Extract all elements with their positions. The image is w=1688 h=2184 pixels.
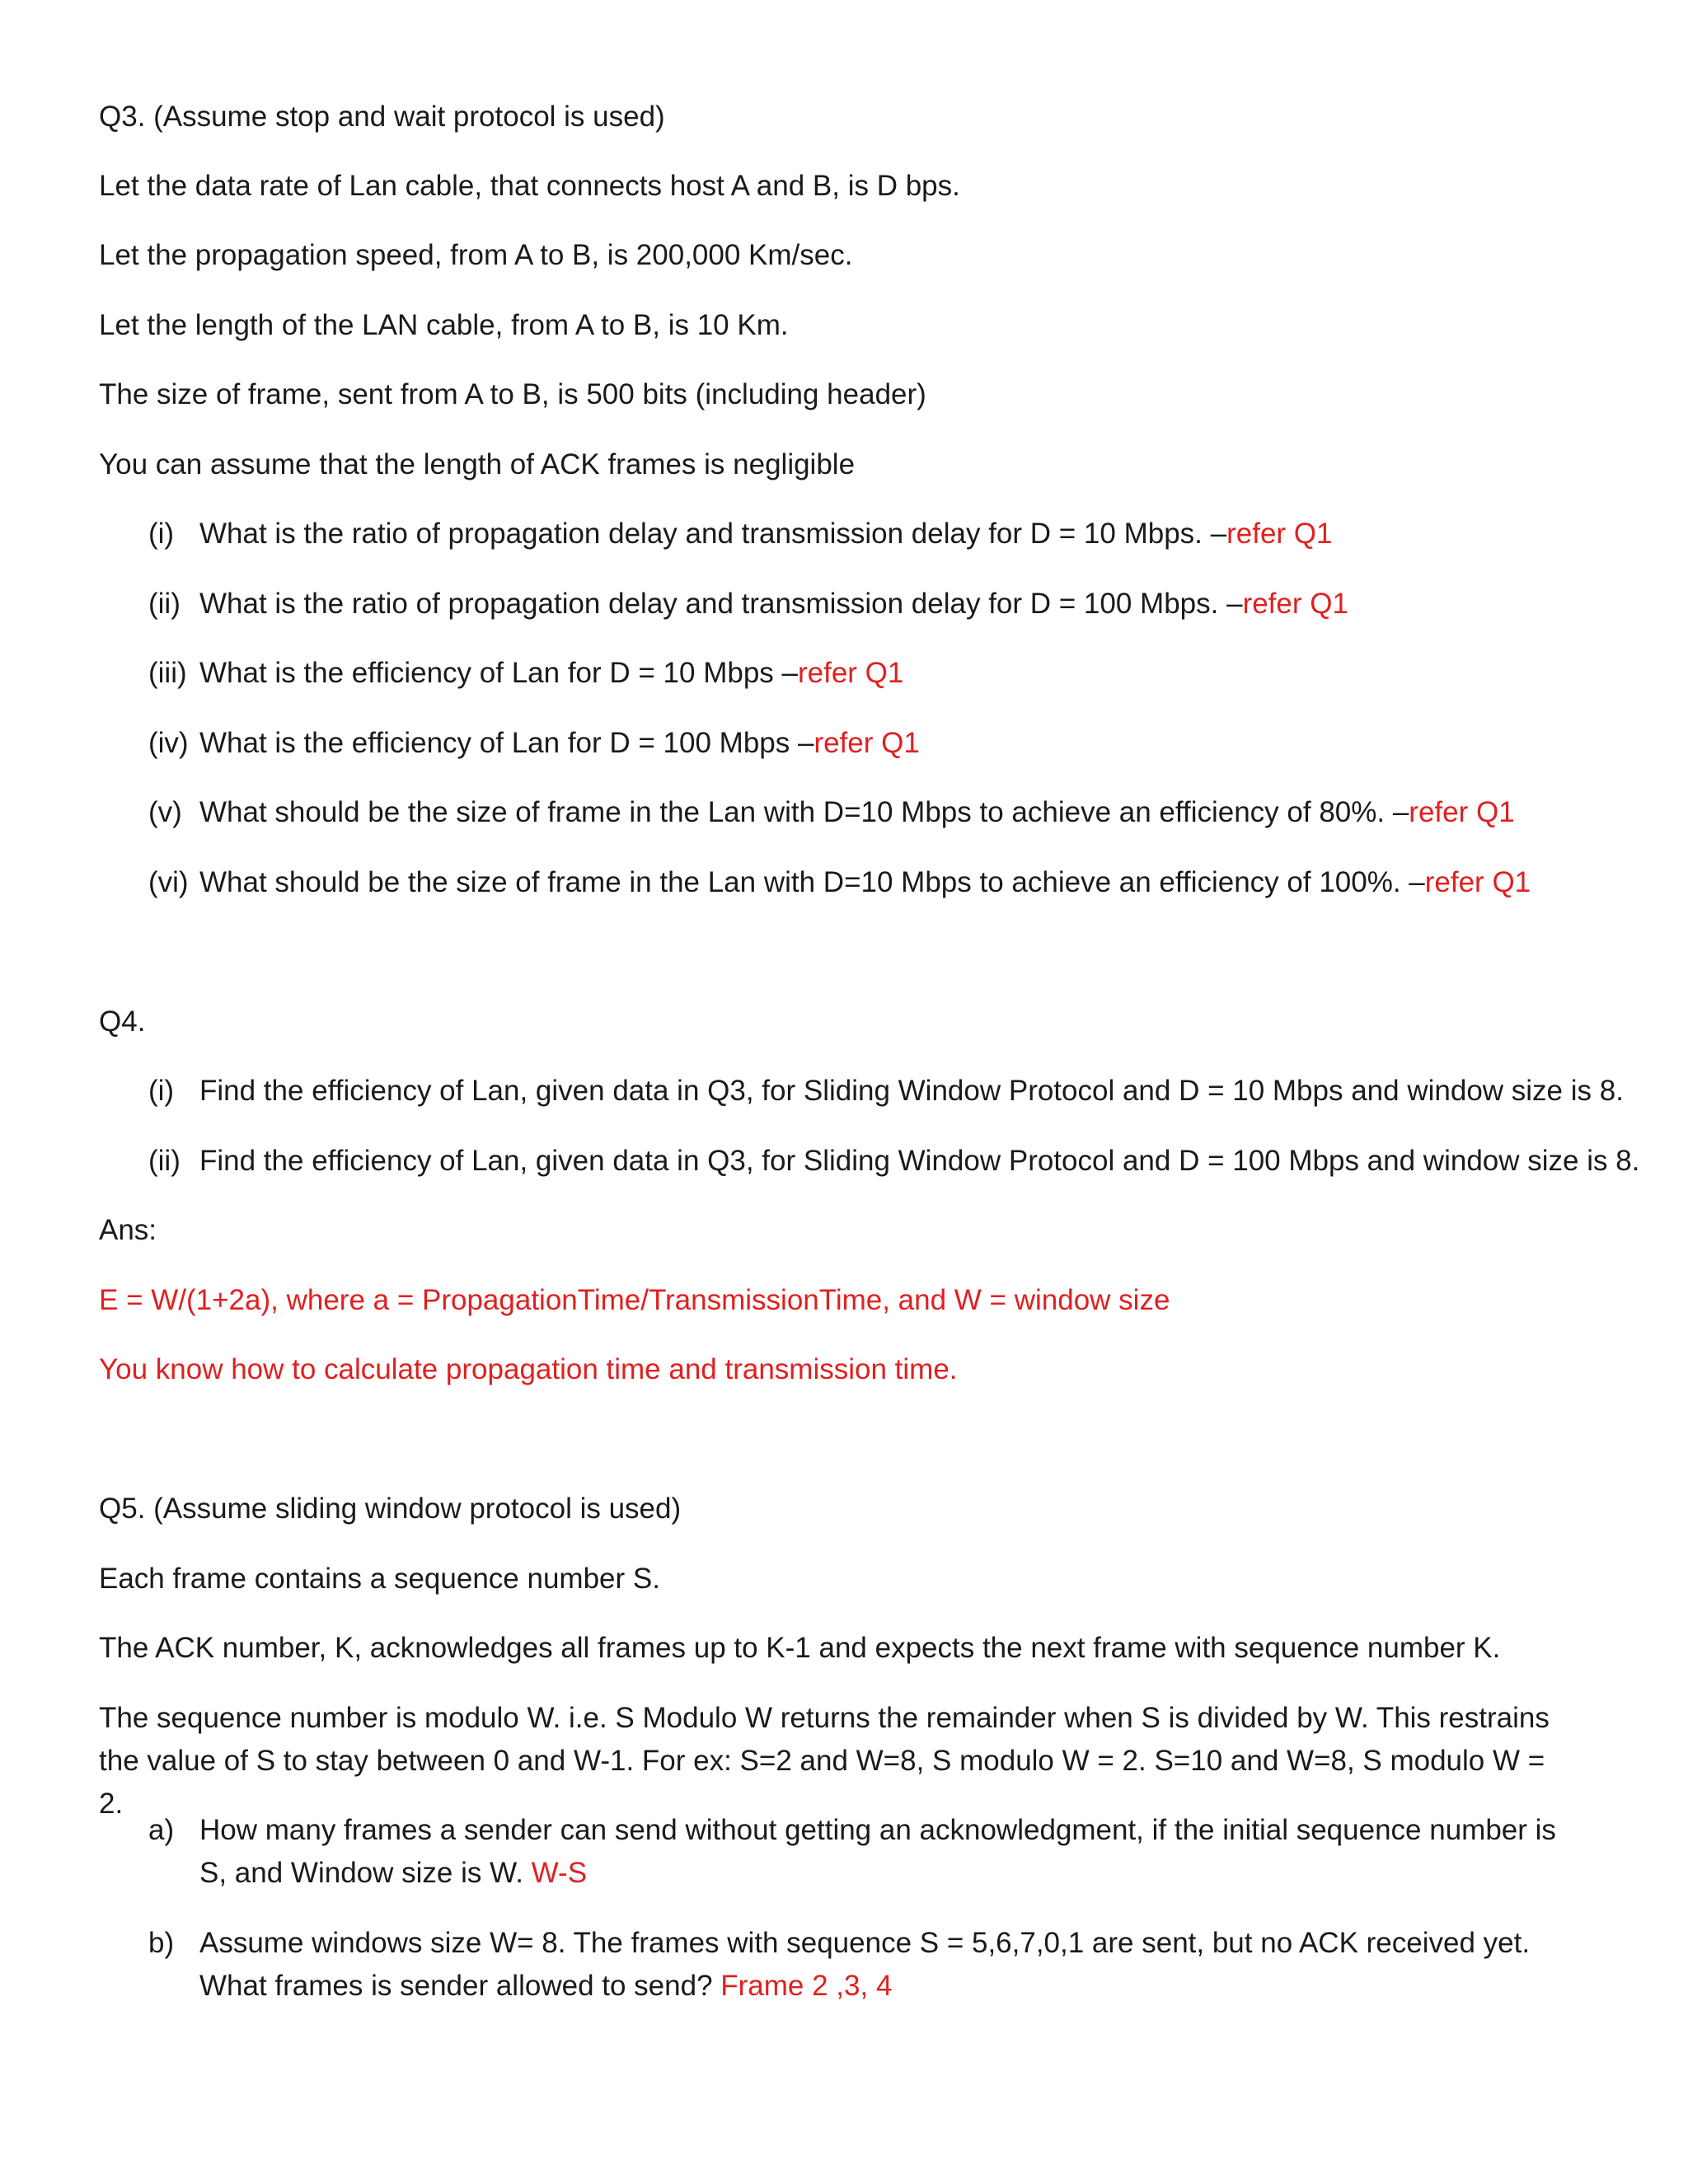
item-answer: refer Q1: [797, 657, 904, 689]
q5-heading: Q5. (Assume sliding window protocol is used): [99, 1493, 682, 1525]
q3-line-4: The size of frame, sent from A to B, is 500 bits (including header): [99, 378, 926, 410]
item-number: (ii): [148, 1145, 181, 1177]
item-number: (i): [148, 518, 175, 550]
item-text: Find the efficiency of Lan, given data in Q3, for Sliding Window Protocol and D = 100 Mbps and window size is 8.: [199, 1145, 1640, 1177]
q3-line-1: Let the data rate of Lan cable, that connects host A and B, is D bps.: [99, 170, 960, 202]
q5-line-2: The ACK number, K, acknowledges all frames up to K-1 and expects the next frame with sequence number K.: [99, 1632, 1501, 1664]
item-number: (iv): [148, 727, 189, 759]
q4-ans-formula: E = W/(1+2a), where a = PropagationTime/TransmissionTime, and W = window size: [99, 1284, 1170, 1316]
q3-item-iv: [148, 722, 920, 765]
item-body: [199, 1809, 1558, 1895]
q4-ans-label: Ans:: [99, 1214, 157, 1246]
item-number: (v): [148, 796, 182, 828]
item-body: [199, 1922, 1558, 2008]
item-answer: refer Q1: [1409, 796, 1515, 828]
item-text: What should be the size of frame in the Lan with D=10 Mbps to achieve an efficiency of 80%. –: [199, 796, 1409, 828]
item-number: b): [148, 1927, 175, 1959]
q3-item-vi: [148, 861, 1531, 904]
q3-item-iii: [148, 652, 903, 695]
q4-ans-note: You know how to calculate propagation time and transmission time.: [99, 1353, 958, 1385]
item-answer: Frame 2 ,3, 4: [720, 1970, 893, 2002]
q3-heading: Q3. (Assume stop and wait protocol is used): [99, 101, 665, 133]
item-text: What is the ratio of propagation delay and transmission delay for D = 10 Mbps. –: [199, 518, 1227, 550]
item-text: How many frames a sender can send without getting an acknowledgment, if the initial sequence number is S, and Window size is W.: [199, 1814, 1556, 1889]
item-text: Assume windows size W= 8. The frames with sequence S = 5,6,7,0,1 are sent, but no ACK received yet. What frames is sender allowed to send?: [199, 1927, 1531, 2002]
q3-line-3: Let the length of the LAN cable, from A to B, is 10 Km.: [99, 309, 789, 341]
item-answer: W-S: [531, 1857, 588, 1889]
q3-line-5: You can assume that the length of ACK frames is negligible: [99, 448, 856, 480]
item-answer: refer Q1: [1424, 866, 1531, 898]
item-answer: refer Q1: [1226, 518, 1333, 550]
q3-item-v: [148, 791, 1515, 834]
item-number: (ii): [148, 588, 181, 620]
item-answer: refer Q1: [1242, 588, 1348, 620]
item-answer: refer Q1: [814, 727, 920, 759]
item-text: What is the efficiency of Lan for D = 100 Mbps –: [199, 727, 814, 759]
q5-item-a: [148, 1809, 1558, 1895]
q3-item-ii: [148, 583, 1348, 626]
q3-item-i: [148, 513, 1332, 555]
q5-item-b: [148, 1922, 1558, 2008]
q4-heading: Q4.: [99, 1005, 146, 1038]
q4-item-ii: [148, 1140, 1639, 1183]
item-number: a): [148, 1814, 175, 1846]
item-text: Find the efficiency of Lan, given data in Q3, for Sliding Window Protocol and D = 10 Mbps and window size is 8.: [199, 1075, 1624, 1107]
q3-line-2: Let the propagation speed, from A to B, is 200,000 Km/sec.: [99, 239, 853, 271]
q5-line-1: Each frame contains a sequence number S.: [99, 1563, 660, 1595]
item-number: (iii): [148, 657, 187, 689]
item-number: (i): [148, 1075, 175, 1107]
item-number: (vi): [148, 866, 189, 898]
item-text: What is the efficiency of Lan for D = 10 Mbps –: [199, 657, 798, 689]
q4-item-i: [148, 1070, 1624, 1113]
item-text: What should be the size of frame in the Lan with D=10 Mbps to achieve an efficiency of 100%. –: [199, 866, 1425, 898]
item-text: What is the ratio of propagation delay and transmission delay for D = 100 Mbps. –: [199, 588, 1243, 620]
q5-paragraph: The sequence number is modulo W. i.e. S Modulo W returns the remainder when S is divided by W. This restrains the value of S to stay between 0 and W-1. For ex: S=2 and W=8, S modulo W = 2. S=10 and W=8, S modulo W = 2.: [99, 1702, 1550, 1820]
